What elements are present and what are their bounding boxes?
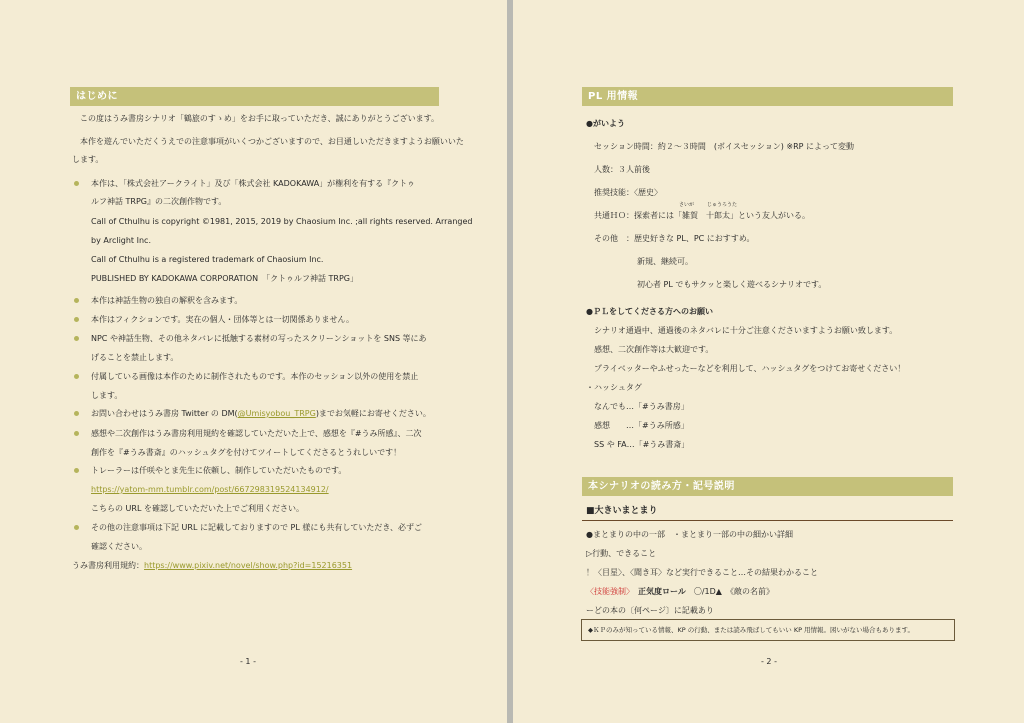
section-heading-pl-info: PL 用情報 <box>582 87 953 106</box>
bullet-1-line-a: 本作は、「株式会社アークライト」及び「株式会社 KADOKAWA」が権利を有する『クトゥ <box>91 179 415 188</box>
twitter-link[interactable]: @Umisyobou_TRPG <box>237 409 316 418</box>
bullet-5-line-a: 付属している画像は本作のために制作されたものです。本作のセッション以外の使用を禁止 <box>91 372 419 381</box>
bullet-8-line-c: こちらの URL を確認していただいた上でご利用ください。 <box>91 504 304 513</box>
bullet-icon <box>74 411 79 416</box>
document-page-1 <box>0 0 507 723</box>
action-label: ▷行動、できること <box>586 549 657 558</box>
intro-paragraph-2b: します。 <box>72 155 104 164</box>
roll-legend: 〈技能強制〉 正気度ロール 〇/1D▲ 《敵の名前》 <box>586 587 774 596</box>
bullet-icon <box>74 468 79 473</box>
bullet-1-line-c: Call of Cthulhu is copyright ©1981, 2015, 2019 by Chaosium Inc. ;all rights reserved. Arranged <box>91 217 473 226</box>
recommended-skills: 推奨技能：〈歴史〉 <box>594 188 662 197</box>
hashtag-3: SS や FA…「#うみ書斎」 <box>594 440 690 449</box>
hashtag-2: 感想 …「#うみ所感」 <box>594 421 689 430</box>
ruby-saiga: さいが <box>679 202 695 208</box>
bullet-icon <box>74 374 79 379</box>
request-heading: ●ＰＬをしてくださる方へのお願い <box>586 307 713 316</box>
other-info-1: その他 ：歴史好きな PL、PC におすすめ。 <box>594 234 755 243</box>
request-3: プライベッターやふせったーなどを利用して、ハッシュタグをつけてお寄せください！ <box>594 364 906 373</box>
bullet-icon <box>74 317 79 322</box>
page-number: - 2 - <box>761 657 777 666</box>
bullet-1-line-e: Call of Cthulhu is a registered trademark of Chaosium Inc. <box>91 255 324 264</box>
hashtag-1: なんでも…「#うみ書房」 <box>594 402 689 411</box>
bullet-4-line-b: げることを禁止します。 <box>91 353 179 362</box>
bullet-1-line-b: ルフ神話 TRPG』の二次創作物です。 <box>91 197 227 206</box>
ruby-juurouta: じゅうろうた <box>707 202 738 208</box>
bullet-7-line-b: 創作を『#うみ書斎』のハッシュタグを付けてツイートしてくださるとうれしいです！ <box>91 448 402 457</box>
session-time: セッション時間：約２～３時間 (ボイスセッション) ※RP によって変動 <box>594 142 855 151</box>
bullet-1-line-d: by Arclight Inc. <box>91 236 151 245</box>
result-label: ！〈目星〉、〈聞き耳〉など実行できること…その結果わかること <box>586 568 818 577</box>
other-info-2: 新規、継続可。 <box>637 257 693 266</box>
bullet-icon <box>74 298 79 303</box>
small-block-label: ●まとまりの中の一部 ・まとまり一部の中の細かい詳細 <box>586 530 793 539</box>
other-info-3: 初心者 PL でもサクッと楽しく遊べるシナリオです。 <box>637 280 827 289</box>
big-block-label: ■大きいまとまり <box>586 506 658 516</box>
section-heading-intro: はじめに <box>70 87 439 106</box>
intro-paragraph-2a: 本作を遊んでいただくうえでの注意事項がいくつかございますので、お目通しいただきますようお願いいた <box>80 137 464 146</box>
bullet-icon <box>74 431 79 436</box>
terms-line: うみ書房利用規約：https://www.pixiv.net/novel/show.php?id=15216351 <box>72 561 353 570</box>
common-handout: 共通ＨＯ：探索者には「雑賀 十郎太」という友人がいる。 <box>594 211 810 220</box>
request-1: シナリオ通過中、通過後のネタバレに十分ご注意くださいますようお願い致します。 <box>594 326 898 335</box>
bullet-8-line-a: トレーラーは仟咲やとま先生に依頼し、制作していただいたものです。 <box>91 466 347 475</box>
player-count: 人数：３人前後 <box>594 165 650 174</box>
bullet-9-line-a: その他の注意事項は下記 URL に記載しておりますので PL 様にも共有していただき、必ずご <box>91 523 423 532</box>
bullet-6: お問い合わせはうみ書房 Twitter の DM(@Umisyobou_TRPG)までお気軽にお寄せください。 <box>91 409 431 418</box>
section-heading-legend: 本シナリオの読み方・記号説明 <box>582 477 953 496</box>
bullet-icon <box>74 181 79 186</box>
request-2: 感想、二次創作等は大歓迎です。 <box>594 345 714 354</box>
terms-link[interactable]: https://www.pixiv.net/novel/show.php?id=15216351 <box>144 561 353 570</box>
page-number: - 1 - <box>240 657 256 666</box>
bullet-5-line-b: します。 <box>91 391 123 400</box>
bullet-icon <box>74 336 79 341</box>
bullet-icon <box>74 525 79 530</box>
kp-note-box: ◆ＫＰのみが知っている情報、KP の行動、または読み飛ばしてもいい KP 用情報。困いがない場合もあります。 <box>581 619 955 641</box>
hashtag-heading: ・ハッシュタグ <box>586 383 642 392</box>
reference-label: ーどの本の〔何ページ〕に記載あり <box>586 606 714 615</box>
bullet-2: 本作は神話生物の独自の解釈を含みます。 <box>91 296 243 305</box>
document-page-2 <box>513 0 1024 723</box>
intro-paragraph-1: この度はうみ書房シナリオ「鶴旅のすゝめ」をお手に取っていただき、誠にありがとうございます。 <box>80 114 439 123</box>
overview-heading: ●がいよう <box>586 119 625 128</box>
bullet-7-line-a: 感想や二次創作はうみ書房利用規約を確認していただいた上で、感想を『#うみ所感』、二次 <box>91 429 422 438</box>
bullet-4-line-a: NPC や神話生物、その他ネタバレに抵触する素材の写ったスクリーンショットを SNS 等にあ <box>91 334 427 343</box>
bullet-1-line-f: PUBLISHED BY KADOKAWA CORPORATION 「クトゥルフ神話 TRPG」 <box>91 274 358 283</box>
trailer-link[interactable]: https://yatom-mm.tumblr.com/post/667298319524134912/ <box>91 485 329 494</box>
bullet-3: 本作はフィクションです。実在の個人・団体等とは一切関係ありません。 <box>91 315 355 324</box>
bullet-9-line-b: 確認ください。 <box>91 542 147 551</box>
divider <box>582 520 953 521</box>
